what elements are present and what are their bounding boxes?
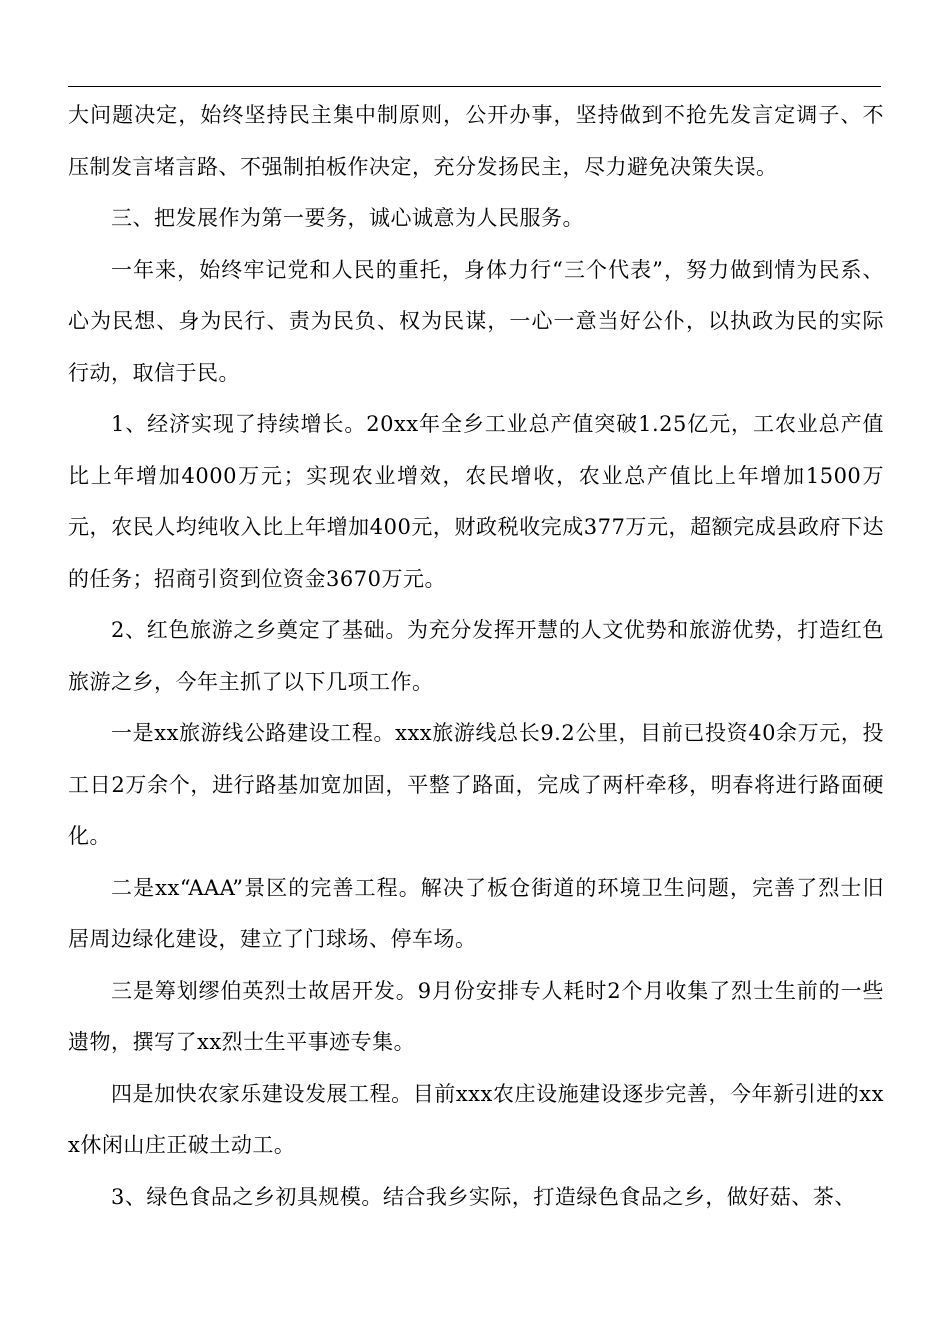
paragraph: 四是加快农家乐建设发展工程。目前xxx农庄设施建设逐步完善，今年新引进的xxx休闲山庄正破土动工。 — [68, 1081, 884, 1157]
document-body — [68, 90, 884, 1223]
paragraph: 三、把发展作为第一要务，诚心诚意为人民服务。 — [111, 206, 584, 230]
header-rule — [68, 86, 881, 87]
paragraph: 一是xx旅游线公路建设工程。xxx旅游线总长9.2公里，目前已投资40余万元，投工日2万余个，进行路基加宽加固，平整了路面，完成了两杆牵移，明春将进行路面硬化。 — [68, 721, 884, 848]
paragraph: 1、经济实现了持续增长。20xx年全乡工业总产值突破1.25亿元，工农业总产值比上年增加4000万元；实现农业增效，农民增收，农业总产值比上年增加1500万元，农民人均纯收入比上年增加400元，财政税收完成377万元，超额完成县政府下达的任务；招商引资到位资金3670万元。 — [68, 412, 884, 591]
paragraph: 3、绿色食品之乡初具规模。结合我乡实际，打造绿色食品之乡，做好菇、茶、 — [111, 1184, 856, 1209]
paragraph: 三是筹划缪伯英烈士故居开发。9月份安排专人耗时2个月收集了烈士生前的一些遗物，撰写了xx烈士生平事迹专集。 — [68, 978, 884, 1054]
paragraph: 二是xx“AAA”景区的完善工程。解决了板仓街道的环境卫生问题，完善了烈士旧居周边绿化建设，建立了门球场、停车场。 — [68, 875, 884, 951]
paragraph: 一年来，始终牢记党和人民的重托，身体力行“三个代表”，努力做到情为民系、心为民想、身为民行、责为民负、权为民谋，一心一意当好公仆，以执政为民的实际行动，取信于民。 — [68, 257, 884, 385]
paragraph: 2、红色旅游之乡奠定了基础。为充分发挥开慧的人文优势和旅游优势，打造红色旅游之乡，今年主抓了以下几项工作。 — [68, 618, 884, 694]
paragraph: 大问题决定，始终坚持民主集中制原则，公开办事，坚持做到不抢先发言定调子、不压制发言堵言路、不强制拍板作决定，充分发扬民主，尽力避免决策失误。 — [68, 103, 884, 179]
